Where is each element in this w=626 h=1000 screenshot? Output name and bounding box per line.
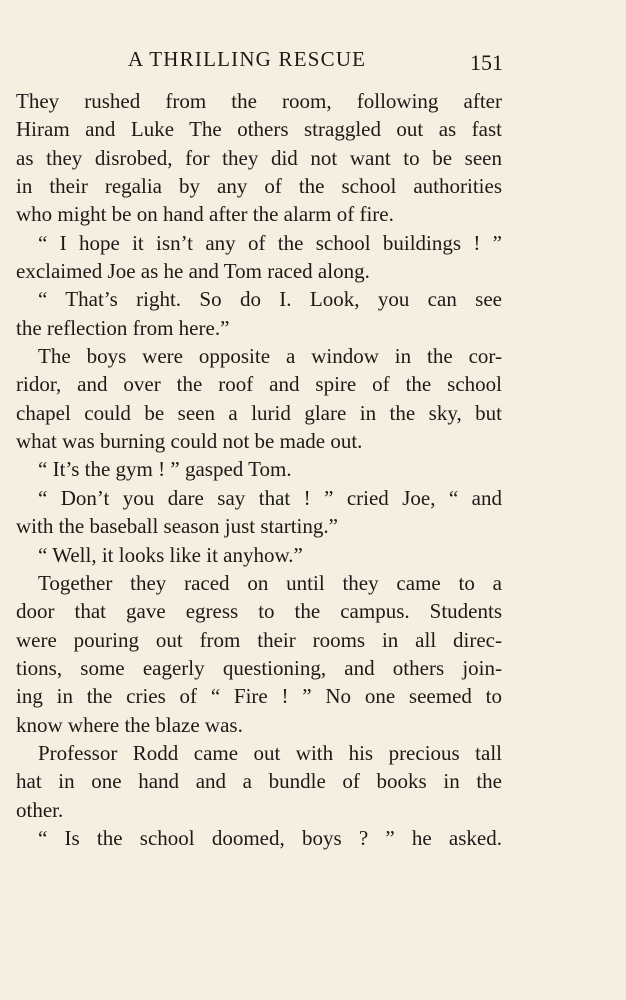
text-line: “ I hope it isn’t any of the school buildings ! ” bbox=[38, 230, 502, 255]
text-line: tions, some eagerly questioning, and others join- bbox=[16, 655, 502, 680]
text-line: hat in one hand and a bundle of books in the bbox=[16, 769, 502, 794]
text-line: “ Is the school doomed, boys ? ” he asked. bbox=[38, 825, 502, 850]
text-line: other. bbox=[16, 797, 64, 822]
text-line: “ It’s the gym ! ” gasped Tom. bbox=[38, 457, 292, 482]
text-line: “ Well, it looks like it anyhow.” bbox=[38, 542, 303, 567]
text-line: The boys were opposite a window in the cor- bbox=[38, 344, 502, 369]
text-line: the reflection from here.” bbox=[16, 315, 230, 340]
text-line: with the baseball season just starting.” bbox=[16, 514, 338, 539]
running-head bbox=[0, 46, 626, 76]
text-line: what was burning could not be made out. bbox=[16, 429, 363, 454]
text-line: were pouring out from their rooms in all direc- bbox=[16, 627, 502, 652]
text-line: know where the blaze was. bbox=[16, 712, 243, 737]
body-text bbox=[16, 87, 502, 852]
text-line: ing in the cries of “ Fire ! ” No one seemed to bbox=[16, 684, 502, 709]
text-line: “ Don’t you dare say that ! ” cried Joe, “ and bbox=[38, 485, 502, 510]
text-line: Professor Rodd came out with his precious tall bbox=[38, 740, 502, 765]
text-line: exclaimed Joe as he and Tom raced along. bbox=[16, 259, 370, 284]
text-line: as they disrobed, for they did not want to be seen bbox=[16, 145, 502, 170]
page-number: 151 bbox=[470, 50, 503, 75]
text-line: chapel could be seen a lurid glare in the sky, but bbox=[16, 400, 502, 425]
text-line: in their regalia by any of the school authorities bbox=[16, 174, 502, 199]
text-line: Hiram and Luke The others straggled out as fast bbox=[16, 117, 502, 142]
text-line: They rushed from the room, following after bbox=[16, 89, 502, 113]
text-line: door that gave egress to the campus. Students bbox=[16, 599, 502, 624]
running-title: A THRILLING RESCUE bbox=[128, 47, 367, 71]
text-line: who might be on hand after the alarm of fire. bbox=[16, 202, 394, 227]
text-line: “ That’s right. So do I. Look, you can see bbox=[38, 287, 502, 312]
text-line: ridor, and over the roof and spire of the school bbox=[16, 372, 502, 397]
text-line: Together they raced on until they came to a bbox=[38, 570, 502, 595]
